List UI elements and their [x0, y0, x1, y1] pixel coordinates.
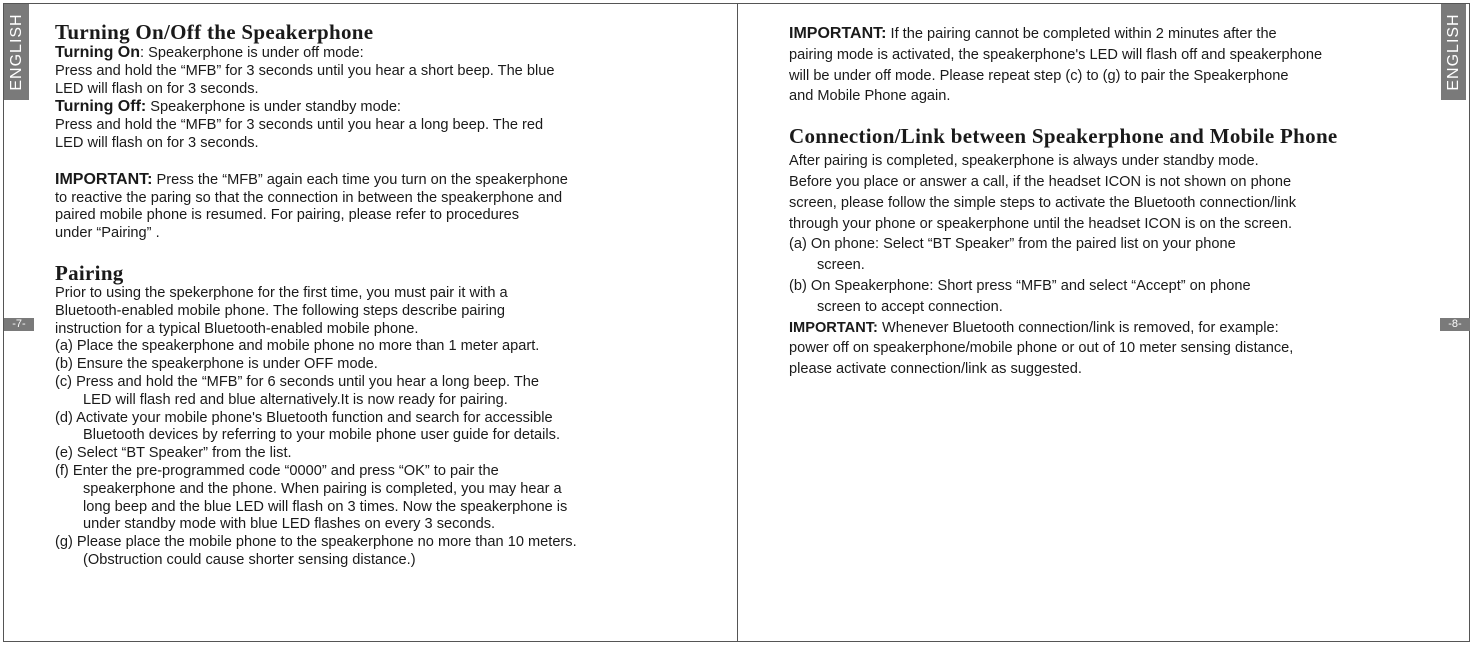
list-item: (b) Ensure the speakerphone is under OFF mode. [55, 356, 378, 373]
paragraph-line: instruction for a typical Bluetooth-enabled mobile phone. [55, 320, 419, 337]
page-number-right: -8- [1440, 318, 1470, 331]
list-item: (b) On Speakerphone: Short press “MFB” and select “Accept” on phone [789, 277, 1251, 294]
section-heading: Connection/Link between Speakerphone and Mobile Phone [789, 124, 1338, 149]
list-item-continuation: LED will flash red and blue alternatively.It is now ready for pairing. [83, 391, 508, 408]
list-item: (f) Enter the pre-programmed code “0000” and press “OK” to pair the [55, 462, 499, 479]
list-item-continuation: long beep and the blue LED will flash on 3 times. Now the speakerphone is [83, 498, 568, 515]
list-item-continuation: (Obstruction could cause shorter sensing distance.) [83, 551, 416, 568]
language-tab-label: ENGLISH [1444, 13, 1462, 91]
paragraph-line: LED will flash on for 3 seconds. [55, 80, 259, 97]
paragraph-line: and Mobile Phone again. [789, 88, 951, 105]
list-item: (a) Place the speakerphone and mobile phone no more than 1 meter apart. [55, 338, 540, 355]
list-item: (c) Press and hold the “MFB” for 6 seconds until you hear a long beep. The [55, 373, 540, 390]
paragraph-line: Turning Off: Speakerphone is under standby mode: [55, 98, 401, 116]
important-label: IMPORTANT: [789, 319, 878, 336]
subheading: Turning On [55, 44, 141, 61]
language-tab-right [1441, 4, 1466, 100]
subheading: Turning Off: [55, 98, 147, 116]
section-heading: Turning On/Off the Speakerphone [55, 20, 374, 44]
section-heading: Pairing [55, 260, 124, 285]
paragraph-line: through your phone or speakerphone until the headset ICON is on the screen. [789, 215, 1292, 232]
list-item-continuation: screen to accept connection. [817, 298, 1003, 315]
right-page-content [789, 24, 1434, 380]
page-divider [737, 3, 738, 642]
list-item-continuation: screen. [817, 257, 865, 274]
paragraph-line: Press and hold the “MFB” for 3 seconds until you hear a short beep. The blue [55, 62, 555, 79]
paragraph-line: Bluetooth-enabled mobile phone. The following steps describe pairing [55, 302, 505, 319]
paragraph-line: Before you place or answer a call, if the headset ICON is not shown on phone [789, 173, 1292, 190]
paragraph-line: paired mobile phone is resumed. For pairing, please refer to procedures [55, 207, 520, 224]
paragraph-line: to reactive the paring so that the connection in between the speakerphone and [55, 189, 563, 206]
paragraph-line: IMPORTANT: Press the “MFB” again each time you turn on the speakerphone [55, 170, 568, 188]
page-number-left: -7- [4, 318, 34, 331]
list-item: (g) Please place the mobile phone to the speakerphone no more than 10 meters. [55, 534, 577, 551]
paragraph-line: Turning On: Speakerphone is under off mode: [55, 44, 364, 61]
paragraph-line: IMPORTANT: Whenever Bluetooth connection/link is removed, for example: [789, 319, 1279, 336]
important-label: IMPORTANT: [789, 25, 887, 42]
paragraph-line: Prior to using the spekerphone for the first time, you must pair it with a [55, 284, 508, 301]
paragraph-line: please activate connection/link as suggested. [789, 361, 1082, 378]
important-label: IMPORTANT: [55, 170, 153, 188]
list-item-continuation: Bluetooth devices by referring to your mobile phone user guide for details. [83, 427, 561, 444]
paragraph-line: Press and hold the “MFB” for 3 seconds until you hear a long beep. The red [55, 117, 544, 134]
language-tab-label: ENGLISH [7, 13, 25, 91]
list-item-continuation: under standby mode with blue LED flashes on every 3 seconds. [83, 516, 496, 533]
paragraph-line: power off on speakerphone/mobile phone or out of 10 meter sensing distance, [789, 340, 1294, 357]
list-item-continuation: speakerphone and the phone. When pairing is completed, you may hear a [83, 480, 562, 497]
paragraph-line: LED will flash on for 3 seconds. [55, 134, 259, 151]
paragraph-line: under “Pairing” . [55, 225, 160, 242]
paragraph-line: After pairing is completed, speakerphone is always under standby mode. [789, 153, 1259, 170]
paragraph-line: IMPORTANT: If the pairing cannot be completed within 2 minutes after the [789, 25, 1277, 42]
list-item: (a) On phone: Select “BT Speaker” from the paired list on your phone [789, 236, 1236, 253]
language-tab-left [4, 4, 29, 100]
paragraph-line: screen, please follow the simple steps to activate the Bluetooth connection/link [789, 194, 1297, 211]
left-page-content [55, 20, 715, 570]
list-item: (d) Activate your mobile phone's Bluetooth function and search for accessible [55, 409, 553, 426]
pairing-steps-list [55, 338, 715, 569]
paragraph-line: pairing mode is activated, the speakerphone's LED will flash off and speakerphone [789, 46, 1323, 63]
list-item: (e) Select “BT Speaker” from the list. [55, 445, 292, 462]
paragraph-line: will be under off mode. Please repeat step (c) to (g) to pair the Speakerphone [789, 67, 1289, 84]
